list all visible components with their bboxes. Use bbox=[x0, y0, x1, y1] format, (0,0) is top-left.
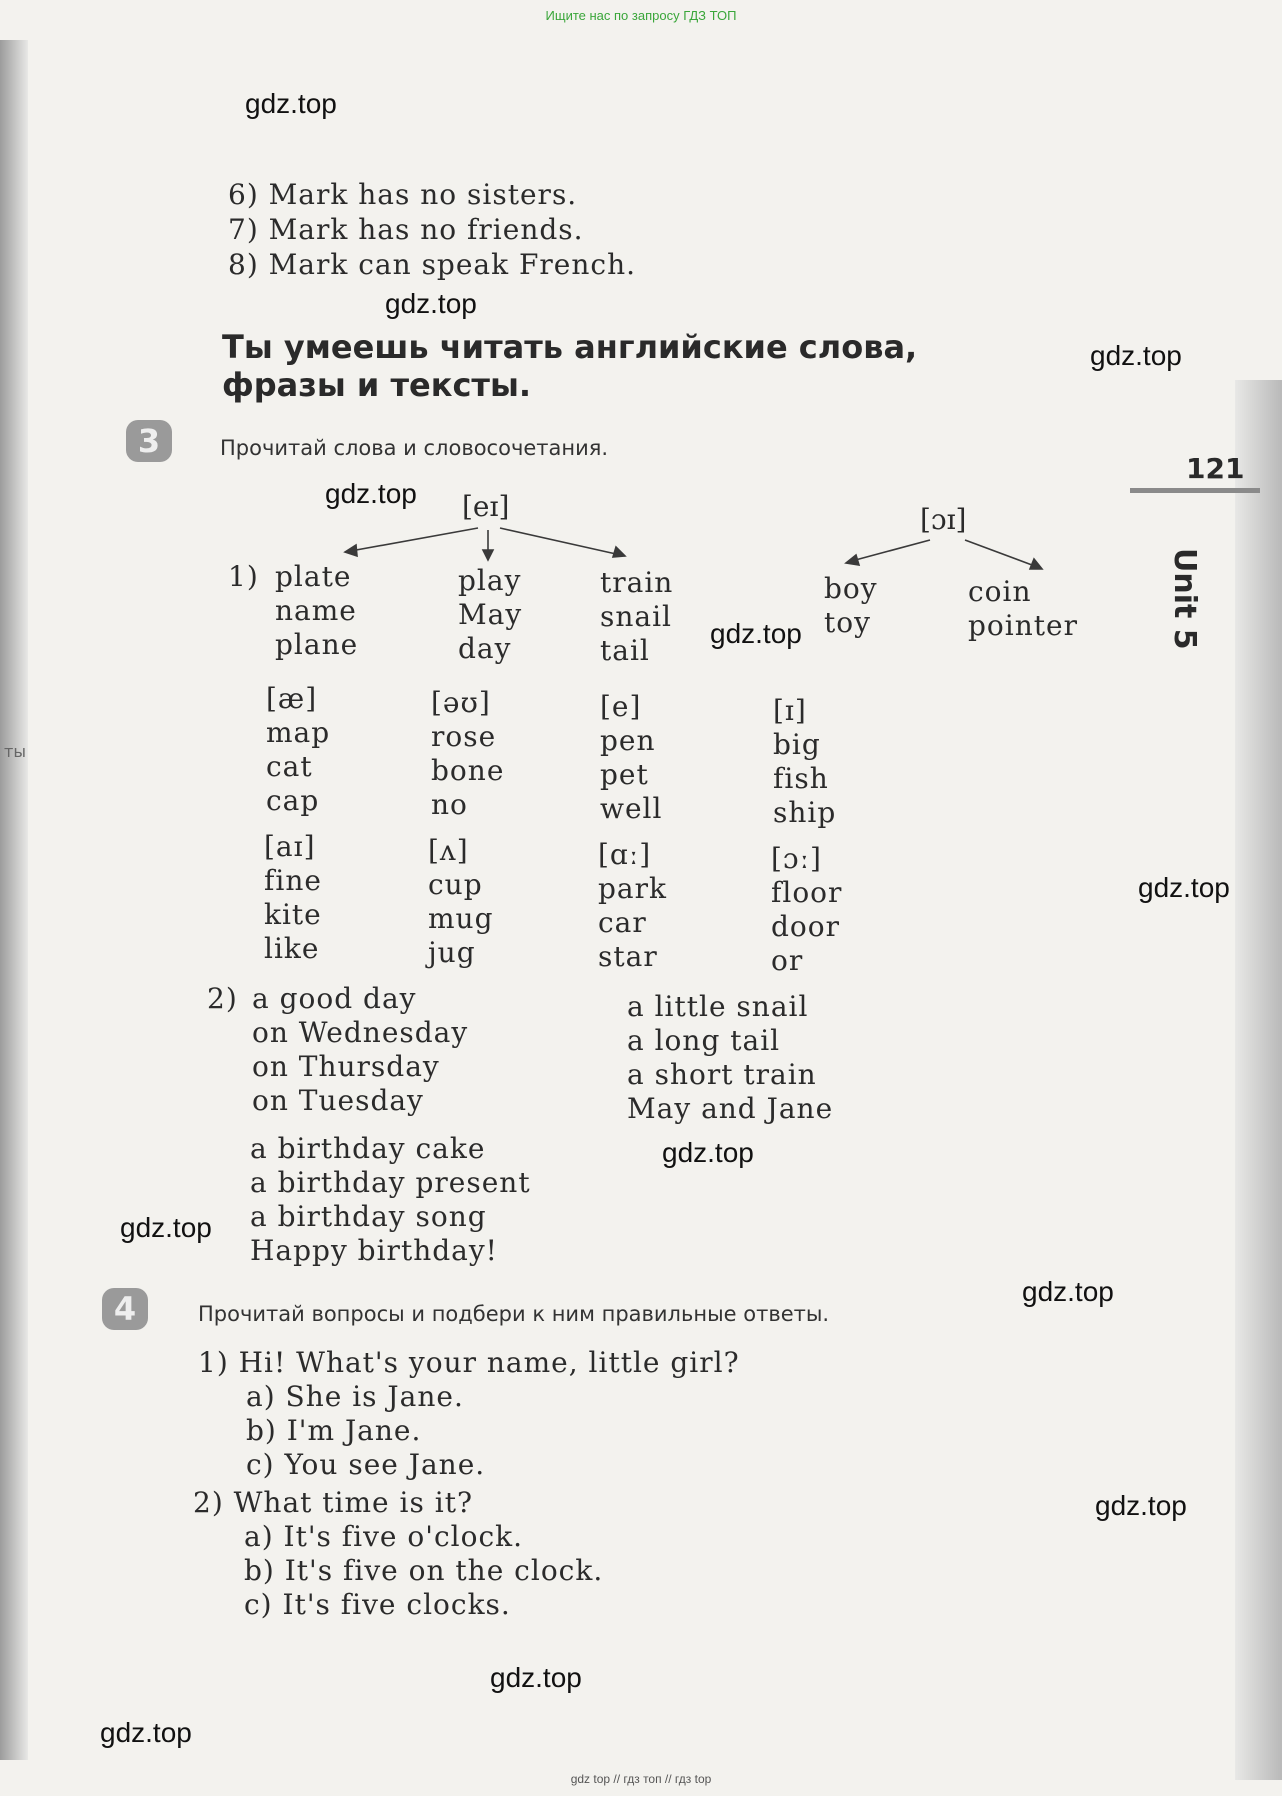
word: mug bbox=[428, 902, 494, 935]
word: park bbox=[598, 872, 667, 905]
phrase: on Wednesday bbox=[252, 1016, 469, 1049]
phrase: a good day bbox=[252, 982, 417, 1015]
sound-group-ou bbox=[431, 686, 504, 822]
watermark: gdz.top bbox=[1095, 1490, 1187, 1521]
watermark: gdz.top bbox=[1090, 340, 1182, 371]
phrase: a birthday song bbox=[250, 1200, 487, 1233]
answer-option[interactable]: b) I'm Jane. bbox=[246, 1414, 422, 1447]
phrase: a little snail bbox=[627, 990, 809, 1023]
word: car bbox=[598, 906, 647, 939]
word: day bbox=[458, 632, 512, 665]
word: no bbox=[431, 788, 468, 821]
question-1-answers bbox=[246, 1380, 485, 1482]
sound-oi-label: [ɔɪ] bbox=[920, 503, 967, 536]
answer-option[interactable]: c) You see Jane. bbox=[246, 1448, 486, 1481]
word: cup bbox=[428, 868, 483, 901]
watermark: gdz.top bbox=[100, 1717, 192, 1748]
question-2-answers bbox=[244, 1520, 603, 1622]
watermark: gdz.top bbox=[120, 1212, 212, 1243]
watermark: gdz.top bbox=[710, 618, 802, 649]
sound-ei-label: [eɪ] bbox=[462, 490, 510, 523]
phrase: a birthday present bbox=[250, 1166, 531, 1199]
word: pen bbox=[600, 724, 656, 757]
word: May bbox=[458, 598, 523, 631]
word: name bbox=[275, 594, 357, 627]
part-1-label: 1) bbox=[228, 560, 259, 593]
watermark: gdz.top bbox=[490, 1662, 582, 1693]
sound-label: [e] bbox=[600, 690, 642, 723]
sound-label: [ɪ] bbox=[773, 694, 807, 727]
exercise-3-number: 3 bbox=[137, 422, 161, 460]
sound-label: [ɑː] bbox=[598, 838, 652, 871]
sound-group-e bbox=[600, 690, 662, 826]
phrases-birthday bbox=[250, 1132, 531, 1268]
word: star bbox=[598, 940, 658, 973]
watermark: gdz.top bbox=[385, 288, 477, 319]
word: pet bbox=[600, 758, 649, 791]
sound-group-oo bbox=[771, 842, 842, 978]
word: door bbox=[771, 910, 841, 943]
word: fine bbox=[264, 864, 322, 897]
oi-column-1 bbox=[824, 572, 878, 640]
word: or bbox=[771, 944, 804, 977]
sound-group-uh bbox=[428, 834, 494, 970]
word: jug bbox=[428, 936, 476, 969]
watermark: gdz.top bbox=[1138, 872, 1230, 903]
answer-option[interactable]: a) She is Jane. bbox=[246, 1380, 464, 1413]
sound-label: [aɪ] bbox=[264, 830, 316, 863]
word: bone bbox=[431, 754, 505, 787]
phrase: a birthday cake bbox=[250, 1132, 486, 1165]
phrase: on Tuesday bbox=[252, 1084, 424, 1117]
word: snail bbox=[600, 600, 673, 633]
question-2: 2) What time is it? bbox=[193, 1486, 473, 1519]
unit-label: Unit 5 bbox=[1167, 548, 1202, 650]
exercise-4-badge bbox=[102, 1288, 148, 1330]
page-number: 121 bbox=[1186, 452, 1245, 485]
word: fish bbox=[773, 762, 829, 795]
section-heading-line-1: Ты умеешь читать английские слова, bbox=[222, 328, 918, 366]
sound-label: [əʊ] bbox=[431, 686, 491, 719]
margin-fragment: ты bbox=[4, 742, 26, 761]
word: toy bbox=[824, 606, 871, 639]
ei-column-1 bbox=[275, 560, 358, 662]
word: cat bbox=[266, 750, 313, 783]
ei-column-2 bbox=[458, 564, 522, 666]
word: map bbox=[266, 716, 331, 749]
watermark: gdz.top bbox=[1022, 1276, 1114, 1307]
watermark: gdz.top bbox=[325, 478, 417, 509]
phrase: on Thursday bbox=[252, 1050, 440, 1083]
question-1: 1) Hi! What's your name, little girl? bbox=[198, 1346, 740, 1379]
phrases-right bbox=[627, 990, 833, 1126]
word: pointer bbox=[968, 609, 1078, 642]
word: well bbox=[600, 792, 663, 825]
word: kite bbox=[264, 898, 322, 931]
word: like bbox=[264, 932, 320, 965]
statement-8: 8) Mark can speak French. bbox=[228, 248, 637, 281]
word: big bbox=[773, 728, 821, 761]
answer-option[interactable]: c) It's five clocks. bbox=[244, 1588, 511, 1621]
word: boy bbox=[824, 572, 878, 605]
oi-column-2 bbox=[968, 575, 1078, 643]
bottom-banner[interactable]: gdz top // гдз топ // гдз top bbox=[570, 1772, 712, 1786]
sound-label: [ʌ] bbox=[428, 834, 469, 867]
top-banner[interactable]: Ищите нас по запросу ГДЗ ТОП bbox=[545, 8, 737, 23]
word: plane bbox=[275, 628, 359, 661]
word: rose bbox=[431, 720, 497, 753]
phrase: a short train bbox=[627, 1058, 817, 1091]
exercise-4-instruction: Прочитай вопросы и подбери к ним правильные ответы. bbox=[198, 1302, 830, 1326]
sound-group-aa bbox=[598, 838, 667, 974]
word: plate bbox=[275, 560, 352, 593]
sound-label: [ɔː] bbox=[771, 842, 822, 875]
word: floor bbox=[771, 876, 843, 909]
statement-7: 7) Mark has no friends. bbox=[228, 213, 584, 246]
ei-column-3 bbox=[600, 566, 673, 668]
watermark: gdz.top bbox=[245, 88, 337, 119]
phrase: May and Jane bbox=[627, 1092, 834, 1125]
statement-6: 6) Mark has no sisters. bbox=[228, 178, 578, 211]
watermark: gdz.top bbox=[662, 1137, 754, 1168]
phrase: Happy birthday! bbox=[250, 1234, 498, 1267]
sound-group-ai bbox=[264, 830, 322, 966]
answer-option[interactable]: b) It's five on the clock. bbox=[244, 1554, 604, 1587]
word: coin bbox=[968, 575, 1032, 608]
word: train bbox=[600, 566, 674, 599]
sound-label: [æ] bbox=[266, 682, 318, 715]
exercise-3-instruction: Прочитай слова и словосочетания. bbox=[220, 436, 609, 460]
part-2-label: 2) bbox=[207, 982, 238, 1015]
word: cap bbox=[266, 784, 320, 817]
word: tail bbox=[600, 634, 650, 667]
exercise-4-number: 4 bbox=[113, 1290, 137, 1328]
sound-group-i bbox=[773, 694, 836, 830]
answer-option[interactable]: a) It's five o'clock. bbox=[244, 1520, 524, 1553]
phrases-left bbox=[252, 982, 468, 1118]
sound-group-ae bbox=[266, 682, 330, 818]
section-heading-line-2: фразы и тексты. bbox=[222, 366, 532, 404]
phrase: a long tail bbox=[627, 1024, 781, 1057]
word: ship bbox=[773, 796, 837, 829]
word: play bbox=[458, 564, 522, 597]
